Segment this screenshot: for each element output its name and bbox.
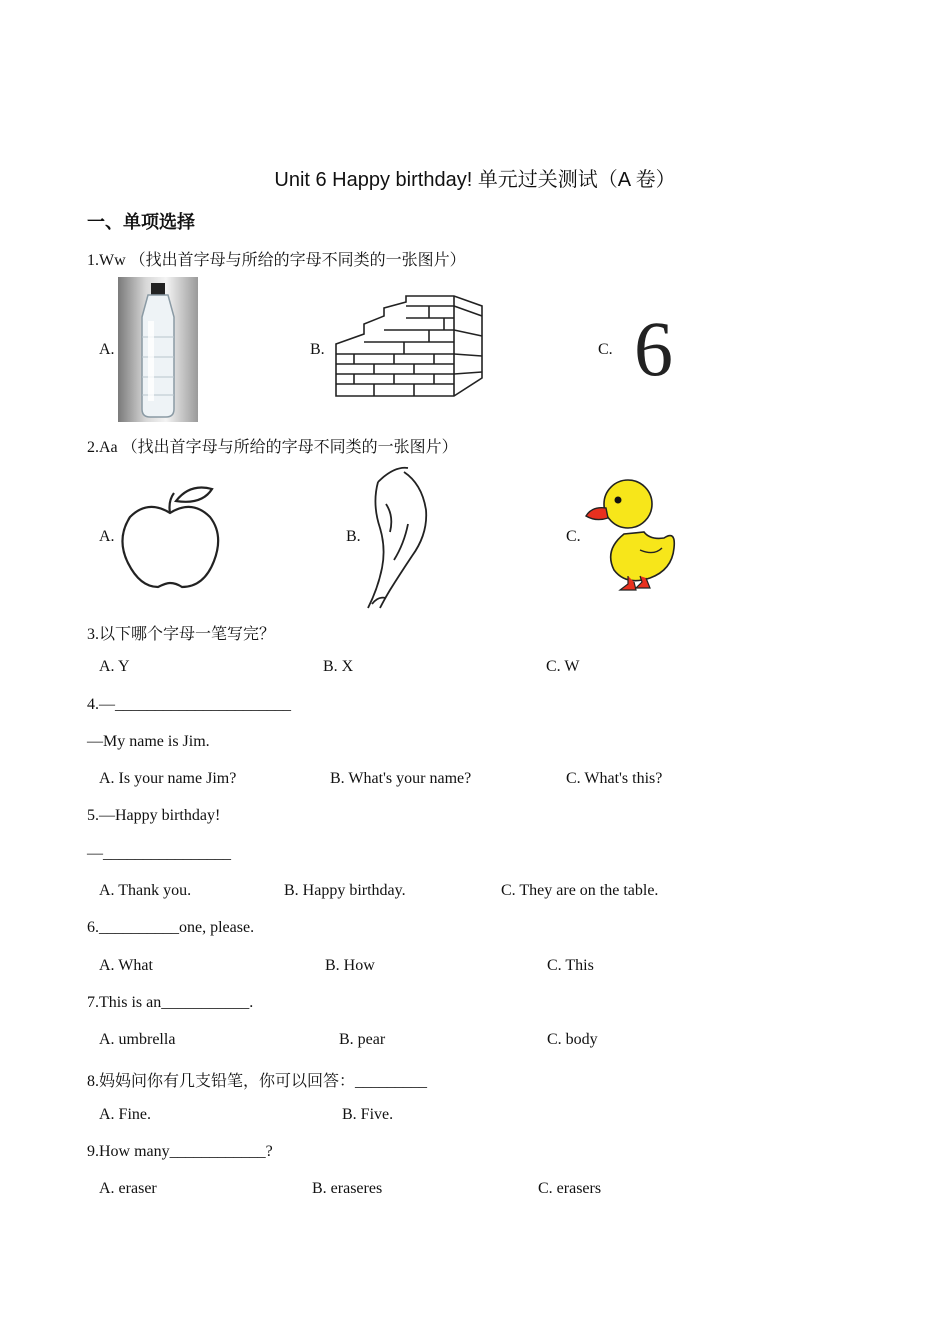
page-title: Unit 6 Happy birthday! 单元过关测试（A 卷） [274,169,676,191]
question-7-stem: 7.This is an___________. [87,994,254,1011]
question-7-option-a: A. umbrella [99,1031,176,1048]
arm-image [364,464,436,610]
question-5-stem: 5.—Happy birthday! [87,807,221,824]
question-1-option-c: C. [598,341,613,358]
question-5-response: —________________ [87,845,231,862]
question-3-option-a: A. Y [99,658,130,675]
question-5-option-a: A. Thank you. [99,882,192,899]
question-9-option-b: B. eraseres [312,1180,383,1197]
question-6-stem: 6.__________one, please. [87,919,255,936]
apple-image [118,483,222,591]
question-8-stem: 8.妈妈问你有几支铅笔，你可以回答：_________ [87,1073,428,1090]
question-5-option-c: C. They are on the table. [501,882,659,899]
wall-image [334,294,484,398]
question-4-option-c: C. What's this? [566,770,663,787]
question-4-option-a: A. Is your name Jim? [99,770,237,787]
question-4-response: —My name is Jim. [87,733,210,750]
question-1-option-a: A. [99,341,115,358]
question-1-option-b: B. [310,341,325,358]
question-9-option-c: C. erasers [538,1180,602,1197]
question-2-option-a: A. [99,528,115,545]
question-6-option-c: C. This [547,957,594,974]
question-2-option-c: C. [566,528,581,545]
bottle-image [118,277,198,422]
question-8-option-a: A. Fine. [99,1106,151,1123]
question-9-option-a: A. eraser [99,1180,157,1197]
number-six-image: 6 [634,305,673,392]
question-7-option-b: B. pear [339,1031,386,1048]
question-6-option-a: A. What [99,957,153,974]
question-3-option-c: C. W [546,658,580,675]
question-4-option-b: B. What's your name? [330,770,472,787]
question-3-stem: 3.以下哪个字母一笔写完？ [87,626,276,643]
section-heading: 一、单项选择 [87,212,195,233]
question-6-option-b: B. How [325,957,375,974]
question-2-option-b: B. [346,528,361,545]
question-8-option-b: B. Five. [342,1106,394,1123]
question-2-stem: 2.Aa （找出首字母与所给的字母不同类的一张图片） [87,439,458,456]
duck-image [584,478,678,592]
question-1-stem: 1.Ww （找出首字母与所给的字母不同类的一张图片） [87,252,466,269]
question-9-stem: 9.How many____________? [87,1143,273,1160]
question-4-stem: 4.—______________________ [87,696,291,713]
question-7-option-c: C. body [547,1031,598,1048]
question-5-option-b: B. Happy birthday. [284,882,406,899]
question-3-option-b: B. X [323,658,354,675]
